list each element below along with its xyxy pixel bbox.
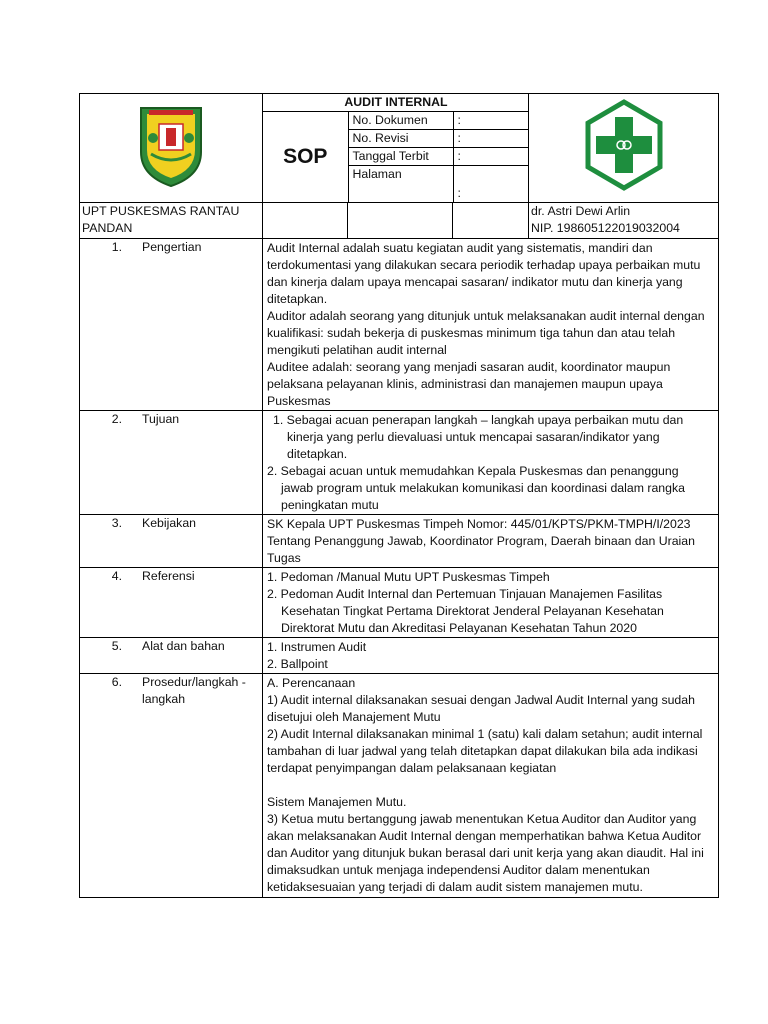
section-num: 6. [111, 674, 122, 689]
list-item: 2. Pedoman Audit Internal dan Pertemuan Tinjauan Manajemen Fasilitas Kesehatan Tingkat Pertama Direktorat Jenderal Pelayanan Kesehatan Direktorat Mutu dan Akreditasi Pelayanan Kesehatan Tahun 2020 [267, 586, 664, 635]
meta-label-dokumen: No. Dokumen [348, 112, 453, 130]
paragraph: 1) Audit internal dilaksanakan sesuai dengan Jadwal Audit Internal yang sudah disetujui oleh Manajement Mutu [267, 692, 695, 724]
blank-cell-2 [348, 202, 453, 238]
section-num: 1. [111, 239, 122, 254]
list-item: 1. Sebagai acuan penerapan langkah – langkah upaya perbaikan mutu dan kinerja yang perlu dievaluasi untuk mencapai sasaran/indikator yang ditetapkan. [273, 412, 684, 461]
paragraph: SK Kepala UPT Puskesmas Timpeh Nomor: 445/01/KPTS/PKM-TMPH/I/2023 Tentang Penanggung Jawab, Koordinator Program, Daerah binaan dan Uraian Tugas [267, 516, 695, 565]
section-body-pengertian [263, 238, 719, 410]
section-title: Pengertian [142, 239, 202, 254]
section-heading-tujuan [80, 410, 263, 514]
puskesmas-logo [584, 99, 664, 191]
paragraph: 1. Instrumen Audit [267, 639, 367, 654]
blank-cell-1 [263, 202, 348, 238]
signer-block [529, 202, 719, 238]
signer-nip: NIP. 198605122019032004 [531, 220, 680, 235]
section-heading-pengertian [80, 238, 263, 410]
paragraph [267, 777, 714, 794]
section-num: 4. [111, 568, 122, 583]
section-body-prosedur [263, 673, 719, 897]
sop-label: SOP [263, 112, 348, 202]
section-title: Tujuan [142, 411, 180, 426]
section-num: 5. [111, 638, 122, 653]
paragraph: Auditee adalah: seorang yang menjadi sasaran audit, koordinator maupun pelaksana pelayanan klinis, administrasi dan manajemen maupun upaya Puskesmas [267, 359, 671, 408]
section-heading-alat [80, 637, 263, 673]
meta-label-revisi: No. Revisi [348, 130, 453, 148]
section-heading-prosedur [80, 673, 263, 897]
puskesmas-logo-cell [529, 94, 719, 203]
section-body-alat [263, 637, 719, 673]
doc-title: AUDIT INTERNAL [263, 94, 529, 112]
paragraph: 3) Ketua mutu bertanggung jawab menentukan Ketua Auditor dan Auditor yang akan melaksanakan Audit Internal dengan memperhatikan bahwa Ketua Auditor dan Auditor yang ditunjuk bukan berasal dari unit kerja yang akan diaudit. Hal ini dimaksudkan untuk menjaga independensi Auditor dalam menentukan ketidaksesuaian yang terjadi di dalam audit sistem manajemen mutu. [267, 811, 704, 894]
section-num: 3. [111, 515, 122, 530]
paragraph: Sistem Manajemen Mutu. [267, 794, 407, 809]
org-name: UPT PUSKESMAS RANTAU PANDAN [80, 202, 263, 238]
section-title: Prosedur/langkah - langkah [142, 674, 246, 706]
paragraph: 2. Ballpoint [267, 656, 328, 671]
paragraph: 2) Audit Internal dilaksanakan minimal 1 (satu) kali dalam setahun; audit internal tambahan di luar jadwal yang telah ditetapkan dapat dilakukan bila ada indikasi terdapat penyimpangan dalam pelaksanaan kegiatan [267, 726, 703, 775]
section-num: 2. [111, 411, 122, 426]
section-body-kebijakan [263, 514, 719, 567]
doc-header-cell [263, 94, 529, 203]
meta-label-halaman: Halaman [348, 166, 453, 202]
meta-value-dokumen: : [453, 112, 529, 130]
paragraph: Auditor adalah seorang yang ditunjuk untuk melaksanakan audit internal dengan kualifikasi: sudah bekerja di puskesmas minimum tiga tahun dan atau telah mengikuti pelatihan audit internal [267, 308, 705, 357]
section-title: Alat dan bahan [142, 638, 225, 653]
blank-cell-3 [453, 202, 529, 238]
meta-value-tanggal: : [453, 148, 529, 166]
list-item: 1. Pedoman /Manual Mutu UPT Puskesmas Timpeh [267, 569, 550, 584]
section-body-tujuan [263, 410, 719, 514]
section-title: Referensi [142, 568, 195, 583]
section-title: Kebijakan [142, 515, 197, 530]
regional-emblem-logo [135, 102, 207, 188]
list-item: 2. Sebagai acuan untuk memudahkan Kepala Puskesmas dan penanggung jawab program untuk melakukan komunikasi dan koordinasi dalam rangka peningkatan mutu [267, 463, 685, 512]
paragraph: A. Perencanaan [267, 675, 356, 690]
paragraph: Audit Internal adalah suatu kegiatan audit yang sistematis, mandiri dan terdokumentasi yang dilakukan secara periodik terhadap upaya perbaikan mutu dan kinerja dalam upaya mencapai sasaran/ indikator mutu dan kinerja yang ditetapkan. [267, 240, 701, 306]
section-body-referensi [263, 567, 719, 637]
regional-emblem-cell [80, 94, 263, 203]
meta-label-tanggal: Tanggal Terbit [348, 148, 453, 166]
sop-table [79, 93, 719, 898]
signer-name: dr. Astri Dewi Arlin [531, 203, 631, 218]
section-heading-referensi [80, 567, 263, 637]
doc-header-inner [263, 94, 529, 202]
meta-value-revisi: : [453, 130, 529, 148]
meta-value-halaman: : [453, 166, 529, 202]
section-heading-kebijakan [80, 514, 263, 567]
